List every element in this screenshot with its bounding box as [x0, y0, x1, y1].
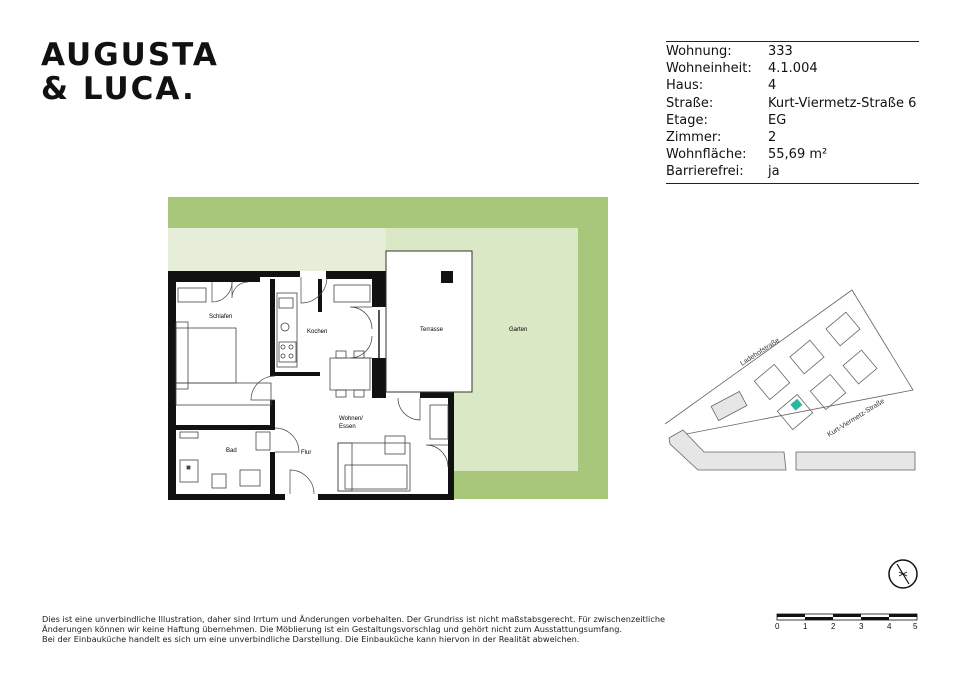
window — [378, 310, 380, 358]
info-value: Kurt-Viermetz-Straße 6 — [768, 95, 917, 111]
info-key: Zimmer: — [666, 129, 722, 145]
scale-label: 5 — [913, 622, 918, 631]
disclaimer-line: Dies ist eine unverbindliche Illustration, daher sind Irrtum und Änderungen vorbehalten. Der Grundriss ist nicht maßstabsgerecht. Für zwischenzeitliche — [42, 614, 666, 624]
north-arrow-icon — [889, 560, 917, 588]
scale-bar — [777, 614, 917, 620]
info-key: Etage: — [666, 112, 708, 128]
scale-label: 3 — [859, 622, 864, 631]
info-value: EG — [768, 112, 787, 128]
info-key: Wohnung: — [666, 44, 732, 59]
site-map — [665, 290, 915, 470]
logo-line-2: & LUCA. — [41, 71, 196, 107]
scale-label: 4 — [887, 622, 892, 631]
info-key: Haus: — [666, 78, 704, 94]
scale-label: 2 — [831, 622, 836, 631]
room-label-schlafen: Schlafen — [209, 314, 233, 320]
disclaimer-line: Änderungen können wir keine Haftung übernehmen. Die Möblierung ist ein Gestaltungsvorschlag und gehört nicht zum Ausstattungsumfang. — [42, 624, 622, 635]
room-label-kochen: Kochen — [307, 329, 328, 335]
street-label-kurt-viermetz: Kurt-Viermetz-Straße — [826, 397, 887, 439]
room-label-terrasse: Terrasse — [420, 327, 444, 333]
room-label-garten: Garten — [509, 327, 528, 333]
info-key: Barrierefrei: — [666, 164, 744, 180]
street-label-ladehof: Ladehofstraße — [739, 337, 781, 368]
highlighted-unit — [790, 399, 802, 411]
info-value: 2 — [768, 129, 777, 145]
scale-label: 0 — [775, 622, 780, 631]
info-value: ja — [768, 164, 780, 180]
info-value: 333 — [768, 44, 793, 59]
room-label-flur: Flur — [301, 450, 312, 456]
info-key: Wohneinheit: — [666, 61, 752, 77]
info-key: Straße: — [666, 95, 714, 111]
scale-label: 1 — [803, 622, 808, 631]
disclaimer-line: Bei der Einbauküche handelt es sich um eine unverbindliche Darstellung. Die Einbauküche kann hiervon in der Realität abweichen. — [42, 634, 580, 645]
room-label-bad: Bad — [226, 448, 237, 454]
info-value: 4 — [768, 78, 777, 94]
disclaimer-text — [42, 614, 665, 645]
info-key: Wohnfläche: — [666, 147, 747, 163]
terrace — [386, 251, 472, 392]
room-label-essen: Essen — [339, 424, 356, 430]
info-value: 55,69 m² — [768, 147, 828, 163]
info-value: 4.1.004 — [768, 61, 818, 77]
room-label-wohnen: Wohnen/ — [339, 416, 363, 422]
logo-line-1: AUGUSTA — [41, 37, 219, 73]
